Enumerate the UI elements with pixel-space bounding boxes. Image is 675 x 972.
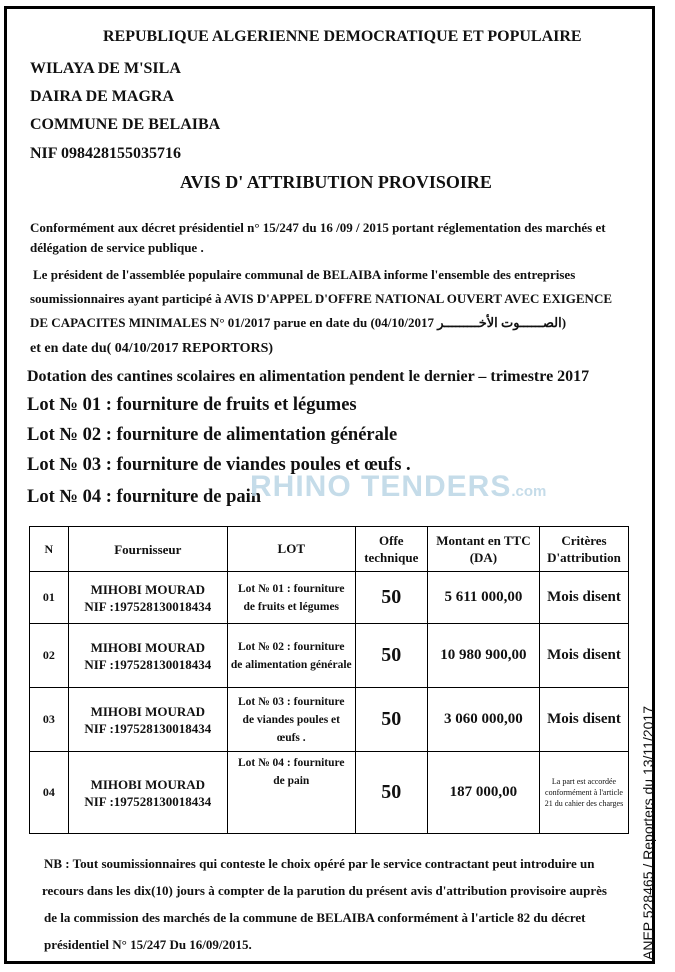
publication-credit: ANEP 528465 / Reporters du 13/11/2017 [640,706,656,960]
montant-cell: 10 980 900,00 [427,624,539,688]
supplier-name: MIHOBI MOURAD [90,776,206,792]
supplier-cell [68,688,227,752]
wilaya-line: WILAYA DE M'SILA [30,60,181,77]
col-header-fournisseur: Fournisseur [68,527,227,572]
supplier-name: MIHOBI MOURAD [90,639,206,655]
row-number: 01 [30,572,69,624]
supplier-cell [68,624,227,688]
intro-p1-line1: Conformément aux décret présidentiel n° 15/247 du 16 /09 / 2015 portant réglementation des marchés et [30,220,606,235]
supplier-nif: NIF :197528130018434 [84,656,212,672]
supplier-cell [68,572,227,624]
supplier-nif: NIF :197528130018434 [84,793,212,809]
intro-p2-line4: et en date du( 04/10/2017 REPORTORS) [30,341,274,356]
row-number: 03 [30,688,69,752]
montant-cell: 3 060 000,00 [427,688,539,752]
lot-cell: Lot № 03 : fourniture de viandes poules et œufs . [227,688,355,752]
offre-cell: 50 [355,688,427,752]
table-row [30,624,629,688]
table-row [30,688,629,752]
table-header-row [30,527,629,572]
nb-line-1: NB : Tout soumissionnaires qui conteste le choix opéré par le service contractant peut introduire un [44,856,595,871]
supplier-name: MIHOBI MOURAD [90,581,206,597]
watermark-main: RHINO TENDERS [250,470,512,503]
lot-line-1: Lot № 01 : fourniture de fruits et légumes [27,395,357,415]
lot-line-2: Lot № 02 : fourniture de alimentation générale [27,425,398,445]
daira-line: DAIRA DE MAGRA [30,88,174,105]
offre-cell: 50 [355,624,427,688]
dotation-line: Dotation des cantines scolaires en alimentation pendent le dernier – trimestre 2017 [27,368,590,385]
lot-line-4: Lot № 04 : fourniture de pain [27,487,262,507]
table-row [30,572,629,624]
republic-heading: REPUBLIQUE ALGERIENNE DEMOCRATIQUE ET POPULAIRE [103,28,582,45]
critere-cell: Mois disent [539,572,628,624]
watermark-suffix: .com [511,483,547,500]
lot-cell: Lot № 02 : fourniture de alimentation générale [227,624,355,688]
col-header-offre: Offe technique [355,527,427,572]
lot-cell: Lot № 04 : fourniture de pain [227,752,355,834]
col-header-lot: LOT [227,527,355,572]
montant-cell: 187 000,00 [427,752,539,834]
critere-cell: Mois disent [539,688,628,752]
supplier-cell [68,752,227,834]
intro-p2-line2: soumissionnaires ayant participé à AVIS D'APPEL D'OFFRE NATIONAL OUVERT AVEC EXIGENCE [30,291,612,306]
awards-table [29,526,629,834]
lot-line-3: Lot № 03 : fourniture de viandes poules et œufs . [27,455,411,475]
intro-p2-line3: DE CAPACITES MINIMALES N° 01/2017 parue en date du (04/10/2017 الصــــــوت الأخـــــــــر) [30,315,567,330]
lot-cell: Lot № 01 : fourniture de fruits et légumes [227,572,355,624]
supplier-nif: NIF :197528130018434 [84,720,212,736]
document-title: AVIS D' ATTRIBUTION PROVISOIRE [180,172,492,192]
nb-line-3: de la commission des marchés de la commune de BELAIBA conformément à l'article 82 du décret [44,910,586,925]
critere-cell: La part est accordée conformément à l'article 21 du cahier des charges [539,752,628,834]
commune-line: COMMUNE DE BELAIBA [30,116,221,133]
offre-cell: 50 [355,572,427,624]
row-number: 02 [30,624,69,688]
offre-cell: 50 [355,752,427,834]
nb-line-4: présidentiel N° 15/247 Du 16/09/2015. [44,937,252,952]
row-number: 04 [30,752,69,834]
supplier-name: MIHOBI MOURAD [90,703,206,719]
col-header-criteres: Critères D'attribution [539,527,628,572]
table-row [30,752,629,834]
intro-p2-line1: Le président de l'assemblée populaire communal de BELAIBA informe l'ensemble des entreprises [33,267,576,282]
nb-line-2: recours dans les dix(10) jours à compter de la parution du présent avis d'attribution provisoire auprès [42,883,607,898]
nif-line: NIF 098428155035716 [30,145,181,162]
intro-p1-line2: délégation de service publique . [30,240,204,255]
col-header-n: N [30,527,69,572]
nb-note [44,850,607,958]
critere-cell: Mois disent [539,624,628,688]
supplier-nif: NIF :197528130018434 [84,598,212,614]
montant-cell: 5 611 000,00 [427,572,539,624]
col-header-montant: Montant en TTC (DA) [427,527,539,572]
